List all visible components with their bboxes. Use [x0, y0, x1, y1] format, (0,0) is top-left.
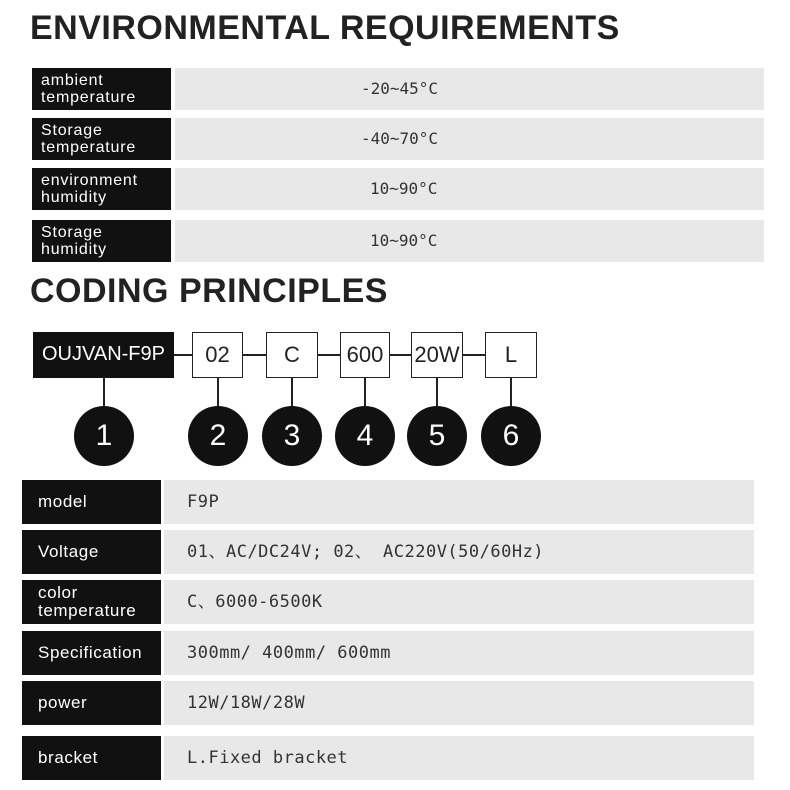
env-value-text: 10~90°C [370, 179, 438, 198]
spec-label-text: Specification [38, 643, 143, 662]
env-label [32, 118, 171, 160]
code-stem [436, 378, 438, 408]
env-value-text: -20~45°C [361, 79, 439, 98]
env-row-environment-humidity [32, 168, 764, 210]
env-label [32, 220, 171, 262]
env-label-line2: humidity [41, 241, 107, 258]
spec-label-text: model [38, 492, 88, 511]
code-connector [243, 354, 266, 356]
spec-row-model [22, 480, 754, 524]
env-label-line1: environment [41, 172, 138, 189]
spec-row-bracket [22, 736, 754, 780]
coding-principles-title: CODING PRINCIPLES [30, 272, 388, 310]
env-label [32, 68, 171, 110]
env-value [175, 220, 764, 262]
code-number-3: 3 [262, 406, 322, 466]
code-connector [318, 354, 340, 356]
code-segment-length: 600 [340, 332, 390, 378]
code-segment-power: 20W [411, 332, 463, 378]
spec-label [22, 480, 161, 524]
spec-label [22, 681, 161, 725]
spec-label-text: Voltage [38, 542, 99, 561]
code-number-6: 6 [481, 406, 541, 466]
spec-value: 01、AC/DC24V; 02、 AC220V(50/60Hz) [164, 530, 754, 574]
env-row-ambient-temperature [32, 68, 764, 110]
spec-row-voltage [22, 530, 754, 574]
code-stem [103, 378, 105, 408]
spec-label [22, 580, 161, 624]
env-value-text: -40~70°C [361, 129, 439, 148]
spec-label-line1: color [38, 583, 78, 602]
code-segment-color: C [266, 332, 318, 378]
env-value [175, 68, 764, 110]
spec-label [22, 631, 161, 675]
env-label-line2: temperature [41, 89, 137, 106]
spec-label-line2: temperature [38, 601, 137, 620]
code-segment-model: OUJVAN-F9P [33, 332, 174, 378]
environmental-requirements-title: ENVIRONMENTAL REQUIREMENTS [30, 9, 620, 47]
code-number-1: 1 [74, 406, 134, 466]
spec-label-text: bracket [38, 748, 98, 767]
code-stem [510, 378, 512, 408]
spec-value: L.Fixed bracket [164, 736, 754, 780]
env-label-line1: Storage [41, 122, 103, 139]
env-label-line1: Storage [41, 224, 103, 241]
spec-row-color-temperature [22, 580, 754, 624]
spec-value: 12W/18W/28W [164, 681, 754, 725]
spec-value: F9P [164, 480, 754, 524]
spec-row-specification [22, 631, 754, 675]
code-number-4: 4 [335, 406, 395, 466]
code-number-2: 2 [188, 406, 248, 466]
env-label-line2: temperature [41, 139, 137, 156]
spec-value: C、6000-6500K [164, 580, 754, 624]
code-connector [390, 354, 411, 356]
code-connector [463, 354, 485, 356]
env-row-storage-temperature [32, 118, 764, 160]
spec-label-text: power [38, 693, 88, 712]
env-label-line2: humidity [41, 189, 107, 206]
code-number-5: 5 [407, 406, 467, 466]
spec-label [22, 736, 161, 780]
spec-row-power [22, 681, 754, 725]
code-connector [174, 354, 192, 356]
code-stem [364, 378, 366, 408]
code-segment-voltage: 02 [192, 332, 243, 378]
env-value-text: 10~90°C [370, 231, 438, 250]
env-value [175, 118, 764, 160]
code-stem [217, 378, 219, 408]
env-label [32, 168, 171, 210]
env-value [175, 168, 764, 210]
env-row-storage-humidity [32, 220, 764, 262]
env-label-line1: ambient [41, 72, 104, 89]
spec-label [22, 530, 161, 574]
spec-value: 300mm/ 400mm/ 600mm [164, 631, 754, 675]
code-stem [291, 378, 293, 408]
code-segment-bracket: L [485, 332, 537, 378]
